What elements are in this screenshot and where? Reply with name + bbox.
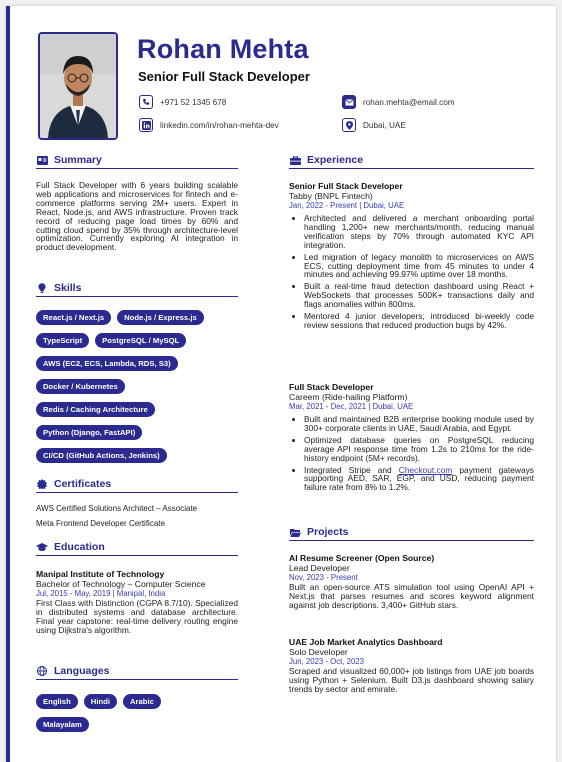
lightbulb-icon bbox=[36, 283, 48, 293]
education-entry bbox=[36, 569, 238, 635]
skill-tag: Python (Django, FastAPI) bbox=[36, 425, 142, 440]
job-bullet: • Integrated Stripe and Checkout.com payment gateways supporting AED, SAR, EGP, and USD, reducing payment failure rate from 8% to 1.2%. bbox=[304, 466, 534, 493]
certificate-item: AWS Certified Solutions Architect – Associate bbox=[36, 504, 198, 513]
job-company: Tabby (BNPL Fintech) bbox=[289, 191, 373, 201]
candidate-name: Rohan Mehta bbox=[137, 34, 309, 64]
badge-icon bbox=[36, 479, 48, 489]
education-date: Jul, 2015 - May, 2019 | Manipal, India bbox=[36, 589, 166, 598]
job-bullet: • Optimized database queries on PostgreSQL reducing average API response time from 1.2s to 210ms for the ride-history endpoint (5M+ records). bbox=[304, 436, 534, 463]
phone-icon bbox=[139, 95, 153, 109]
job-company: Careem (Ride-hailing Platform) bbox=[289, 392, 408, 402]
graduation-cap-icon bbox=[36, 542, 48, 552]
experience-heading: Experience bbox=[289, 154, 534, 169]
job-bullets bbox=[289, 214, 534, 330]
skill-tag: React.js / Next.js bbox=[36, 310, 111, 325]
experience-job-2 bbox=[289, 382, 534, 495]
certificate-item: Meta Frontend Developer Certificate bbox=[36, 519, 165, 528]
briefcase-icon bbox=[289, 155, 301, 165]
profile-photo bbox=[38, 32, 118, 140]
skill-tag: Docker / Kubernetes bbox=[36, 379, 125, 394]
checkout-link[interactable]: Checkout.com bbox=[398, 464, 453, 475]
job-bullets bbox=[289, 415, 534, 492]
skill-tag: Node.js / Express.js bbox=[117, 310, 204, 325]
project-1 bbox=[289, 553, 534, 610]
languages-heading: Languages bbox=[36, 665, 238, 680]
linkedin-text: linkedin.com/in/rohan-mehta-dev bbox=[160, 120, 279, 130]
skill-tag: CI/CD (GitHub Actions, Jenkins) bbox=[36, 448, 167, 463]
project-2 bbox=[289, 637, 534, 694]
project-text: Built an open-source ATS simulation tool using OpenAI API + Next.js that parses resumes and scores keyword alignment against job descriptions. 3,400+ GitHub stars. bbox=[289, 582, 534, 610]
skills-heading: Skills bbox=[36, 282, 238, 297]
linkedin-icon bbox=[139, 118, 153, 132]
contact-email[interactable] bbox=[342, 95, 455, 109]
skills-list bbox=[36, 310, 246, 471]
experience-job-1 bbox=[289, 181, 534, 333]
email-text: rohan.mehta@email.com bbox=[363, 97, 455, 107]
certificates-heading: Certificates bbox=[36, 478, 238, 493]
education-school: Manipal Institute of Technology bbox=[36, 569, 165, 579]
education-degree: Bachelor of Technology – Computer Science bbox=[36, 579, 206, 589]
candidate-title: Senior Full Stack Developer bbox=[138, 69, 310, 84]
language-tag: Malayalam bbox=[36, 717, 89, 732]
projects-heading: Projects bbox=[289, 526, 534, 541]
job-bullet: • Architected and delivered a merchant onboarding portal handling 1,200+ new merchants/month, reducing manual verification steps by 70% through automated KYC API integration. bbox=[304, 214, 534, 250]
skill-tag: Redis / Caching Architecture bbox=[36, 402, 155, 417]
skill-tag: AWS (EC2, ECS, Lambda, RDS, S3) bbox=[36, 356, 178, 371]
summary-text: Full Stack Developer with 6 years building scalable web applications and microservices for fintech and e-commerce platforms serving 2M+ users. Expert in React, Node.js, and AWS infrastructure. Proven track record of reducing page load times by 60% and cutting cloud spend by 35% through architecture-level optimization. Currently exploring AI integration in product development. bbox=[36, 180, 238, 253]
language-tag: Hindi bbox=[84, 694, 117, 709]
location-pin-icon bbox=[342, 118, 356, 132]
job-bullet: • Led migration of legacy monolith to microservices on AWS ECS, cutting deployment time from 45 minutes to under 4 minutes and achieving 99.97% uptime over 18 months. bbox=[304, 253, 534, 280]
globe-icon bbox=[36, 666, 48, 676]
job-title: Senior Full Stack Developer bbox=[289, 181, 403, 191]
contact-linkedin[interactable] bbox=[139, 118, 279, 132]
language-tag: Arabic bbox=[123, 694, 161, 709]
email-icon bbox=[342, 95, 356, 109]
accent-bar bbox=[6, 6, 10, 762]
languages-list bbox=[36, 694, 246, 740]
education-heading: Education bbox=[36, 541, 238, 556]
skill-tag: PostgreSQL / MySQL bbox=[95, 333, 186, 348]
profile-photo-illustration bbox=[40, 34, 116, 138]
project-title: UAE Job Market Analytics Dashboard bbox=[289, 637, 443, 647]
job-date: Mar, 2021 - Dec, 2021 | Dubai, UAE bbox=[289, 402, 414, 411]
contact-location bbox=[342, 118, 406, 132]
project-text: Scraped and visualized 60,000+ job listings from UAE job boards using Python + Selenium. Built D3.js dashboard showing salary trends by sector and emirate. bbox=[289, 666, 534, 694]
project-role: Lead Developer bbox=[289, 563, 350, 573]
project-date: Jun, 2023 - Oct, 2023 bbox=[289, 657, 364, 666]
skill-tag: TypeScript bbox=[36, 333, 89, 348]
project-date: Nov, 2023 - Present bbox=[289, 573, 358, 582]
job-date: Jan, 2022 - Present | Dubai, UAE bbox=[289, 201, 405, 210]
folder-open-icon bbox=[289, 527, 301, 537]
project-title: AI Resume Screener (Open Source) bbox=[289, 553, 435, 563]
job-bullet: • Mentored 4 junior developers; introduced bi-weekly code review sessions that reduced production bugs by 42%. bbox=[304, 312, 534, 330]
project-role: Solo Developer bbox=[289, 647, 348, 657]
summary-heading: Summary bbox=[36, 154, 238, 169]
resume-page bbox=[6, 6, 556, 762]
phone-text: +971 52 1345 678 bbox=[160, 97, 227, 107]
location-text: Dubai, UAE bbox=[363, 120, 406, 130]
education-text: First Class with Distinction (CGPA 8.7/10). Specialized in distributed systems and database architecture. Final year capstone: real-time delivery routing engine using Dijkstra's algorithm. bbox=[36, 598, 238, 635]
job-bullet: • Built a real-time fraud detection dashboard using React + WebSockets that processes 500K+ transactions daily and flags anomalies within 800ms. bbox=[304, 282, 534, 309]
job-title: Full Stack Developer bbox=[289, 382, 374, 392]
id-card-icon bbox=[36, 155, 48, 165]
contact-phone[interactable] bbox=[139, 95, 226, 109]
language-tag: English bbox=[36, 694, 78, 709]
job-bullet: • Built and maintained B2B enterprise booking module used by 300+ corporate clients in UAE, Saudi Arabia, and Egypt. bbox=[304, 415, 534, 433]
